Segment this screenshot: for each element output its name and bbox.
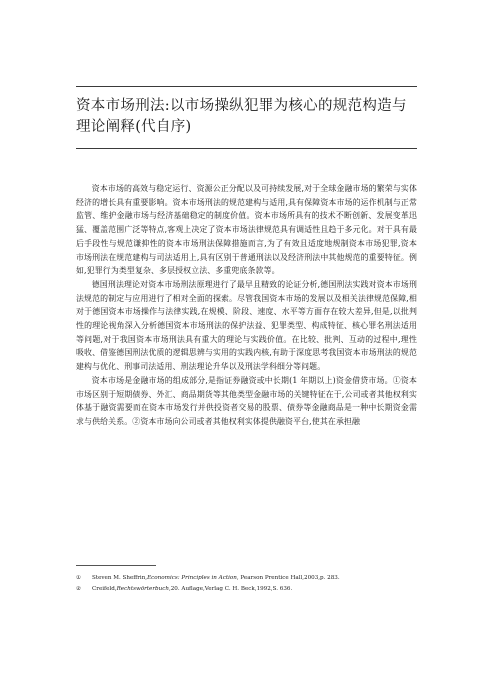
page-title: 资本市场刑法:以市场操纵犯罪为核心的规范构造与理论阐释(代自序) (76, 98, 407, 135)
footnote-work-title: Rechtswörterbuch (116, 586, 169, 592)
footnote-author: Steven M. Sheffrin, (92, 575, 148, 581)
footnote-marker: ① (76, 575, 82, 581)
footnote-publication: ,20. Auflage,Verlag C. H. Beck,1992,S. 636. (168, 586, 293, 592)
footnote-1 (76, 573, 421, 583)
body-text (76, 182, 417, 429)
header-rule-bottom (76, 148, 417, 149)
footnote-publication: , Pearson Prentice Hall,2003,p. 283. (236, 575, 340, 581)
footnote-2 (76, 584, 421, 594)
paragraph-1: 资本市场的高效与稳定运行、资源公正分配以及可持续发展,对于全球金融市场的繁荣与实体经济的增长具有重要影响。资本市场刑法的规范建构与适用,具有保障资本市场的运作机制与正常监管、维护金融市场与经济基础稳定的制度价值。资本市场所具有的技术不断创新、发展变革迅猛、覆盖范围广泛等特点,客观上决定了资本市场法律规范具有调适性且趋于多元化。对于具有最后手段性与规范谦抑性的资本市场刑法保障措施而言,为了有效且适度地规制资本市场犯罪,资本市场刑法在规范建构与司法适用上,具有区别于普通刑法以及经济刑法中其他规范的重要特征。例如,犯罪行为类型复杂、多层授权立法、多重兜底条款等。 (76, 184, 417, 276)
footnotes (76, 573, 421, 595)
header-rule-top (76, 86, 417, 87)
footnote-work-title: Economics: Principles in Action (147, 575, 237, 581)
paragraph-2: 德国刑法理论对资本市场刑法原理进行了最早且精致的论证分析,德国刑法实践对资本市场刑法规范的制定与应用进行了相对全面的探索。尽管我国资本市场的发展以及相关法律规范保障,相对于德国资本市场操作与法律实践,在规模、阶段、速度、水平等方面存在较大差异,但是,以批判性的理论视角深入分析德国资本市场刑法的保护法益、犯罪类型、构成特征、核心罪名刑法适用等问题,对于我国资本市场刑法具有重大的理论与实践价值。在比较、批判、互动的过程中,理性吸收、借鉴德国刑法优质的逻辑思辨与实用的实践内核,有助于深度思考我国资本市场刑法的规范建构与优化、刑事司法适用、刑法理论升华以及刑法学科细分等问题。 (76, 279, 417, 372)
footnote-marker: ② (76, 586, 82, 592)
footnote-text (92, 584, 421, 594)
paragraph-3: 资本市场是金融市场的组成部分,是指证券融资或中长期(1 年期以上)资金借贷市场。①资本市场区别于短期债券、外汇、商品期货等其他类型金融市场的关键特征在于,公司或者其他权利实体基于融资需要而在资本市场发行并供投资者交易的股票、债券等金融商品是一种中长期资金需求与供给关系。②资本市场向公司或者其他权利实体提供融资平台,使其在承担融 (76, 375, 417, 426)
footnote-divider (76, 565, 156, 566)
footnote-author: Creifeld, (92, 586, 117, 592)
footnote-text (92, 573, 421, 583)
